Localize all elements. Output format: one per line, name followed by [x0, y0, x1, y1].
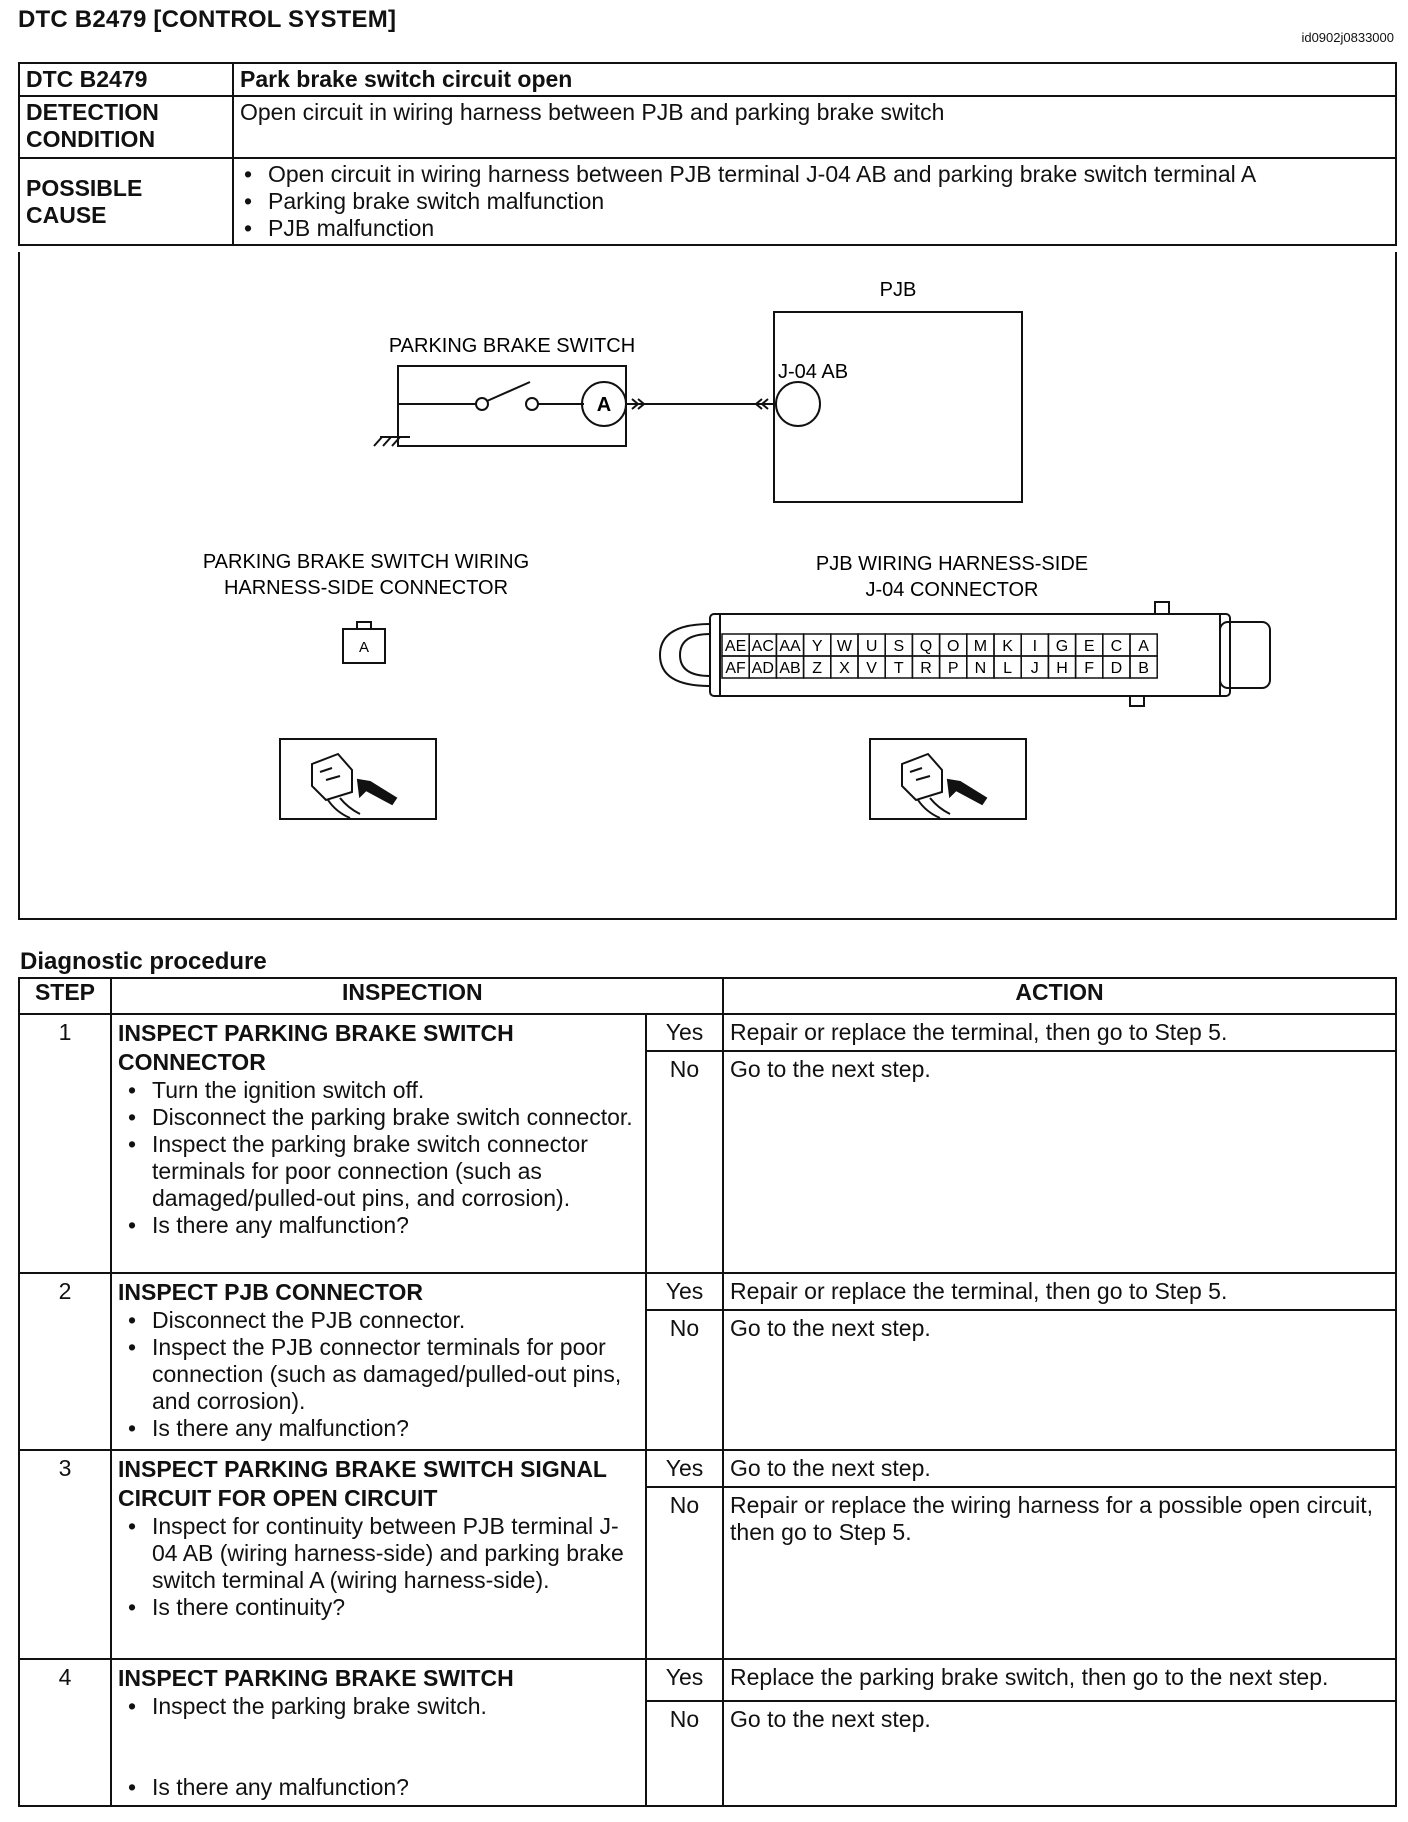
- cause-item: • Open circuit in wiring harness between PJB terminal J-04 AB and parking brake switch terminal A: [234, 161, 1389, 188]
- yes-action: Replace the parking brake switch, then go to the next step.: [723, 1659, 1396, 1701]
- no-action: Go to the next step.: [723, 1051, 1396, 1273]
- possible-cause-label: POSSIBLE CAUSE: [19, 158, 233, 245]
- step-bullet: • Turn the ignition switch off.: [118, 1077, 639, 1104]
- connector-pin-label: E: [1083, 638, 1095, 655]
- pjb-label: PJB: [879, 279, 917, 301]
- switch-connector-title-line2: HARNESS-SIDE CONNECTOR: [223, 577, 509, 599]
- connector-pin-label: T: [893, 660, 904, 677]
- pjb-box: [774, 312, 1022, 502]
- probe-icon: [902, 754, 986, 818]
- switch-connector-title-line1: PARKING BRAKE SWITCH WIRING: [202, 551, 530, 573]
- connector-pin-label: AD: [751, 660, 774, 677]
- connector-pin-label: C: [1110, 638, 1123, 655]
- connector-pin-label: O: [946, 638, 960, 655]
- pjb-connector-shape: [710, 614, 1230, 696]
- diagnostic-procedure-table: [18, 977, 1397, 1807]
- step-heading: INSPECT PARKING BRAKE SWITCH SIGNAL CIRCUIT FOR OPEN CIRCUIT: [118, 1456, 607, 1511]
- no-action: Go to the next step.: [723, 1310, 1396, 1450]
- dtc-description: Park brake switch circuit open: [233, 63, 1396, 96]
- step-bullet: • Disconnect the PJB connector.: [118, 1307, 639, 1334]
- connector-pin-label: AB: [779, 660, 801, 677]
- cause-item: • PJB malfunction: [234, 215, 1389, 242]
- wiring-diagram: [20, 252, 1399, 920]
- step-bullet: • Inspect the PJB connector terminals for poor connection (such as damaged/pulled-out pins, and corrosion).: [118, 1334, 639, 1415]
- yes-label: Yes: [646, 1659, 723, 1701]
- yes-action: Go to the next step.: [723, 1450, 1396, 1487]
- switch-connector-pin-label: A: [358, 639, 370, 656]
- connector-pin-label: M: [973, 638, 988, 655]
- no-label: No: [646, 1051, 723, 1273]
- parking-brake-switch-label: PARKING BRAKE SWITCH: [388, 335, 636, 357]
- connector-pin-label: H: [1056, 660, 1068, 677]
- connector-pin-label: S: [893, 638, 905, 655]
- diagnostic-procedure-title: Diagnostic procedure: [20, 948, 267, 975]
- document-id: id0902j0833000: [1301, 30, 1394, 45]
- column-header-inspection: INSPECTION: [111, 978, 723, 1014]
- step-bullet: • Is there continuity?: [118, 1594, 639, 1621]
- column-header-action: ACTION: [723, 978, 1396, 1014]
- pjb-terminal-label: J-04 AB: [778, 361, 849, 383]
- connector-pin-label: D: [1110, 660, 1123, 677]
- no-label: No: [646, 1310, 723, 1450]
- step-number: 2: [19, 1273, 111, 1450]
- pjb-connector-title-line2: J-04 CONNECTOR: [865, 579, 1039, 601]
- connector-pin-label: K: [1002, 638, 1013, 655]
- step-bullet: • Inspect for continuity between PJB terminal J-04 AB (wiring harness-side) and parking brake switch terminal A (wiring harness-side).: [118, 1513, 639, 1594]
- detection-condition-label: DETECTION CONDITION: [19, 96, 233, 158]
- pjb-terminal-circle: [776, 382, 820, 426]
- dtc-code: DTC B2479: [19, 63, 233, 96]
- probe-icon: [312, 754, 396, 818]
- yes-action: Repair or replace the terminal, then go to Step 5.: [723, 1014, 1396, 1051]
- connector-pin-label: B: [1138, 660, 1149, 677]
- step-inspection: [111, 1450, 646, 1659]
- step-number: 3: [19, 1450, 111, 1659]
- connector-pin-label: Q: [919, 638, 933, 655]
- connector-pin-label: F: [1084, 660, 1095, 677]
- step-bullet: • Inspect the parking brake switch.: [118, 1693, 639, 1720]
- connector-pin-label: AC: [751, 638, 774, 655]
- step-number: 4: [19, 1659, 111, 1806]
- step-bullet: • Is there any malfunction?: [118, 1774, 639, 1801]
- connector-pin-label: R: [920, 660, 932, 677]
- connector-pin-label: G: [1055, 638, 1069, 655]
- step-inspection: [111, 1014, 646, 1273]
- page-title: DTC B2479 [CONTROL SYSTEM]: [18, 6, 397, 33]
- connector-pin-label: U: [865, 638, 878, 655]
- yes-label: Yes: [646, 1273, 723, 1310]
- possible-cause-list: [233, 158, 1396, 245]
- connector-pin-label: W: [836, 638, 852, 655]
- pjb-connector-pin-grid: [722, 634, 1157, 678]
- connector-pin-label: AA: [779, 638, 801, 655]
- step-inspection: [111, 1273, 646, 1450]
- step-heading: INSPECT PARKING BRAKE SWITCH: [118, 1665, 514, 1691]
- connector-pin-label: Z: [812, 660, 823, 677]
- detection-condition-text: Open circuit in wiring harness between PJB and parking brake switch: [233, 96, 1396, 158]
- step-bullet: • Is there any malfunction?: [118, 1415, 639, 1442]
- step-heading: INSPECT PARKING BRAKE SWITCH CONNECTOR: [118, 1020, 514, 1075]
- step-bullet: • Is there any malfunction?: [118, 1212, 639, 1239]
- dtc-summary-table: [18, 62, 1397, 246]
- switch-terminal-a-label: A: [596, 394, 612, 416]
- wiring-diagram-panel: [18, 252, 1397, 920]
- connector-pin-label: I: [1032, 638, 1038, 655]
- yes-label: Yes: [646, 1014, 723, 1051]
- pjb-connector-title-line1: PJB WIRING HARNESS-SIDE: [815, 553, 1089, 575]
- switch-box: [398, 366, 626, 446]
- connector-pin-label: J: [1030, 660, 1039, 677]
- yes-label: Yes: [646, 1450, 723, 1487]
- step-bullet: • Disconnect the parking brake switch connector.: [118, 1104, 639, 1131]
- step-bullet: • Inspect the parking brake switch connector terminals for poor connection (such as damaged/pulled-out pins, and corrosion).: [118, 1131, 639, 1212]
- connector-pin-label: P: [947, 660, 959, 677]
- connector-pin-label: Y: [811, 638, 823, 655]
- cause-item: • Parking brake switch malfunction: [234, 188, 1389, 215]
- step-heading: INSPECT PJB CONNECTOR: [118, 1279, 424, 1305]
- yes-action: Repair or replace the terminal, then go to Step 5.: [723, 1273, 1396, 1310]
- connector-pin-label: L: [1003, 660, 1013, 677]
- connector-pin-label: A: [1138, 638, 1149, 655]
- connector-pin-label: AF: [725, 660, 746, 677]
- connector-pin-label: N: [974, 660, 987, 677]
- no-action: Repair or replace the wiring harness for a possible open circuit, then go to Step 5.: [723, 1487, 1396, 1659]
- no-action: Go to the next step.: [723, 1701, 1396, 1806]
- connector-pin-label: AE: [724, 638, 747, 655]
- step-inspection: [111, 1659, 646, 1806]
- connector-pin-label: X: [839, 660, 850, 677]
- step-number: 1: [19, 1014, 111, 1273]
- no-label: No: [646, 1701, 723, 1806]
- no-label: No: [646, 1487, 723, 1659]
- connector-pin-label: V: [866, 660, 877, 677]
- column-header-step: STEP: [19, 978, 111, 1014]
